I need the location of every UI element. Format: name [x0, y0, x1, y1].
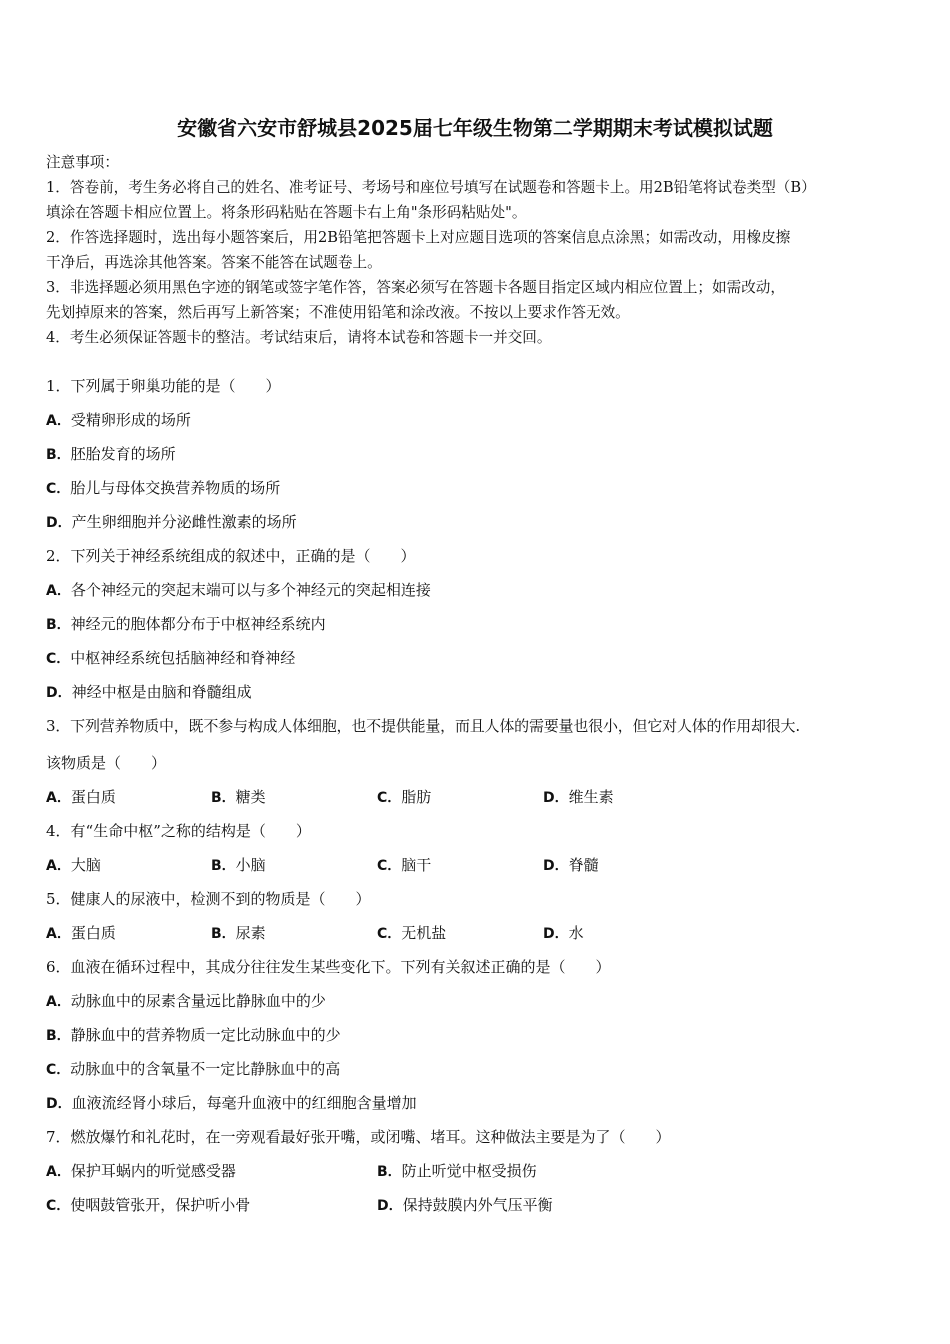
- option-label: B．: [211, 926, 236, 942]
- option-text: 脊髓: [568, 856, 599, 874]
- notice-line: 2．作答选择题时，选出每小题答案后，用2B铅笔把答题卡上对应题目选项的答案信息点涂黑；如需改动，用橡皮擦: [46, 229, 791, 246]
- question-2-option-a: [46, 579, 906, 601]
- option-label: A．: [46, 413, 71, 429]
- option-label: B．: [46, 447, 71, 463]
- option-text: 中枢神经系统包括脑神经和脊神经: [70, 649, 296, 667]
- option-label: C．: [377, 790, 402, 806]
- option-label: B．: [46, 617, 71, 633]
- option-text: 受精卵形成的场所: [70, 411, 191, 429]
- question-3-stem-continued: 该物质是（ ）: [46, 754, 167, 772]
- option-text: 尿素: [235, 924, 266, 942]
- notice-line: 3．非选择题必须用黑色字迹的钢笔或签字笔作答，答案必须写在答题卡各题目指定区域内相应位置上；如需改动，: [46, 279, 785, 296]
- option-label: C．: [46, 1062, 71, 1078]
- option-text: 水: [568, 924, 584, 942]
- option-text: 产生卵细胞并分泌雌性激素的场所: [71, 513, 297, 531]
- notice-heading: 注意事项：: [46, 154, 119, 171]
- question-3-stem: 3．下列营养物质中，既不参与构成人体细胞，也不提供能量，而且人体的需要量也很小，但它对人体的作用却很大.: [46, 717, 800, 735]
- option-text: 蛋白质: [70, 788, 116, 806]
- question-2-stem: 2．下列关于神经系统组成的叙述中，正确的是（ ）: [46, 547, 416, 565]
- option-text: 胎儿与母体交换营养物质的场所: [70, 479, 281, 497]
- option-label: A．: [46, 583, 71, 599]
- option-text: 保护耳蜗内的听觉感受器: [70, 1162, 236, 1180]
- question-2-option-d: [46, 681, 906, 703]
- notice-line: 填涂在答题卡相应位置上。将条形码粘贴在答题卡右上角"条形码粘贴处"。: [46, 204, 527, 221]
- option-text: 胚胎发育的场所: [70, 445, 176, 463]
- question-6-option-d: [46, 1092, 906, 1114]
- notice-line: 4．考生必须保证答题卡的整洁。考试结束后，请将本试卷和答题卡一并交回。: [46, 329, 552, 346]
- option-label: D．: [46, 515, 72, 531]
- option-label: C．: [46, 481, 71, 497]
- question-2-option-b: [46, 613, 906, 635]
- notice-section: [46, 150, 906, 350]
- option-text: 脂肪: [401, 788, 432, 806]
- question-5-stem: 5．健康人的尿液中，检测不到的物质是（ ）: [46, 890, 371, 908]
- option-label: A．: [46, 926, 71, 942]
- question-1-option-d: [46, 511, 906, 533]
- option-label: D．: [543, 926, 569, 942]
- option-text: 静脉血中的营养物质一定比动脉血中的少: [70, 1026, 341, 1044]
- option-text: 保持鼓膜内外气压平衡: [402, 1196, 553, 1214]
- question-1-option-a: [46, 409, 906, 431]
- option-text: 小脑: [235, 856, 266, 874]
- option-label: D．: [543, 858, 569, 874]
- option-text: 无机盐: [401, 924, 447, 942]
- page-title: 安徽省六安市舒城县2025届七年级生物第二学期期末考试模拟试题: [177, 116, 773, 140]
- option-label: A．: [46, 858, 71, 874]
- question-7-options-row-2: [46, 1194, 906, 1216]
- question-7-options-row-1: [46, 1160, 906, 1182]
- option-text: 动脉血中的尿素含量远比静脉血中的少: [70, 992, 326, 1010]
- question-1-option-c: [46, 477, 906, 499]
- option-label: B．: [211, 858, 236, 874]
- question-4-stem: 4．有“生命中枢”之称的结构是（ ）: [46, 822, 311, 840]
- option-text: 使咽鼓管张开，保护听小骨: [70, 1196, 251, 1214]
- option-text: 血液流经肾小球后，每毫升血液中的红细胞含量增加: [71, 1094, 417, 1112]
- question-5-options: [46, 922, 906, 944]
- option-label: C．: [46, 651, 71, 667]
- option-label: C．: [377, 926, 402, 942]
- question-7-stem: 7．燃放爆竹和礼花时，在一旁观看最好张开嘴，或闭嘴、堵耳。这种做法主要是为了（ ）: [46, 1128, 671, 1146]
- option-label: B．: [377, 1164, 402, 1180]
- option-text: 神经元的胞体都分布于中枢神经系统内: [70, 615, 326, 633]
- question-3-options: [46, 786, 906, 808]
- question-6-stem: 6．血液在循环过程中，其成分往往发生某些变化下。下列有关叙述正确的是（ ）: [46, 958, 611, 976]
- option-label: A．: [46, 994, 71, 1010]
- question-1-stem: 1．下列属于卵巢功能的是（ ）: [46, 377, 281, 395]
- option-label: D．: [377, 1198, 403, 1214]
- question-2-option-c: [46, 647, 906, 669]
- option-text: 脑干: [401, 856, 432, 874]
- option-label: C．: [377, 858, 402, 874]
- question-6-option-c: [46, 1058, 906, 1080]
- option-label: D．: [46, 1096, 72, 1112]
- option-text: 防止听觉中枢受损伤: [401, 1162, 537, 1180]
- option-text: 动脉血中的含氧量不一定比静脉血中的高: [70, 1060, 341, 1078]
- question-1-option-b: [46, 443, 906, 465]
- option-label: B．: [211, 790, 236, 806]
- question-6-option-a: [46, 990, 906, 1012]
- option-label: D．: [46, 685, 72, 701]
- option-label: C．: [46, 1198, 71, 1214]
- option-label: B．: [46, 1028, 71, 1044]
- option-label: A．: [46, 1164, 71, 1180]
- question-6-option-b: [46, 1024, 906, 1046]
- option-label: A．: [46, 790, 71, 806]
- question-4-options: [46, 854, 906, 876]
- option-text: 维生素: [568, 788, 614, 806]
- option-text: 大脑: [70, 856, 101, 874]
- option-text: 蛋白质: [70, 924, 116, 942]
- notice-line: 干净后，再选涂其他答案。答案不能答在试题卷上。: [46, 254, 382, 271]
- notice-line: 先划掉原来的答案，然后再写上新答案；不准使用铅笔和涂改液。不按以上要求作答无效。: [46, 304, 630, 321]
- option-text: 各个神经元的突起末端可以与多个神经元的突起相连接: [70, 581, 431, 599]
- option-text: 神经中枢是由脑和脊髓组成: [71, 683, 252, 701]
- option-text: 糖类: [235, 788, 266, 806]
- notice-line: 1．答卷前，考生务必将自己的姓名、准考证号、考场号和座位号填写在试题卷和答题卡上。用2B铅笔将试卷类型（B）: [46, 179, 816, 196]
- option-label: D．: [543, 790, 569, 806]
